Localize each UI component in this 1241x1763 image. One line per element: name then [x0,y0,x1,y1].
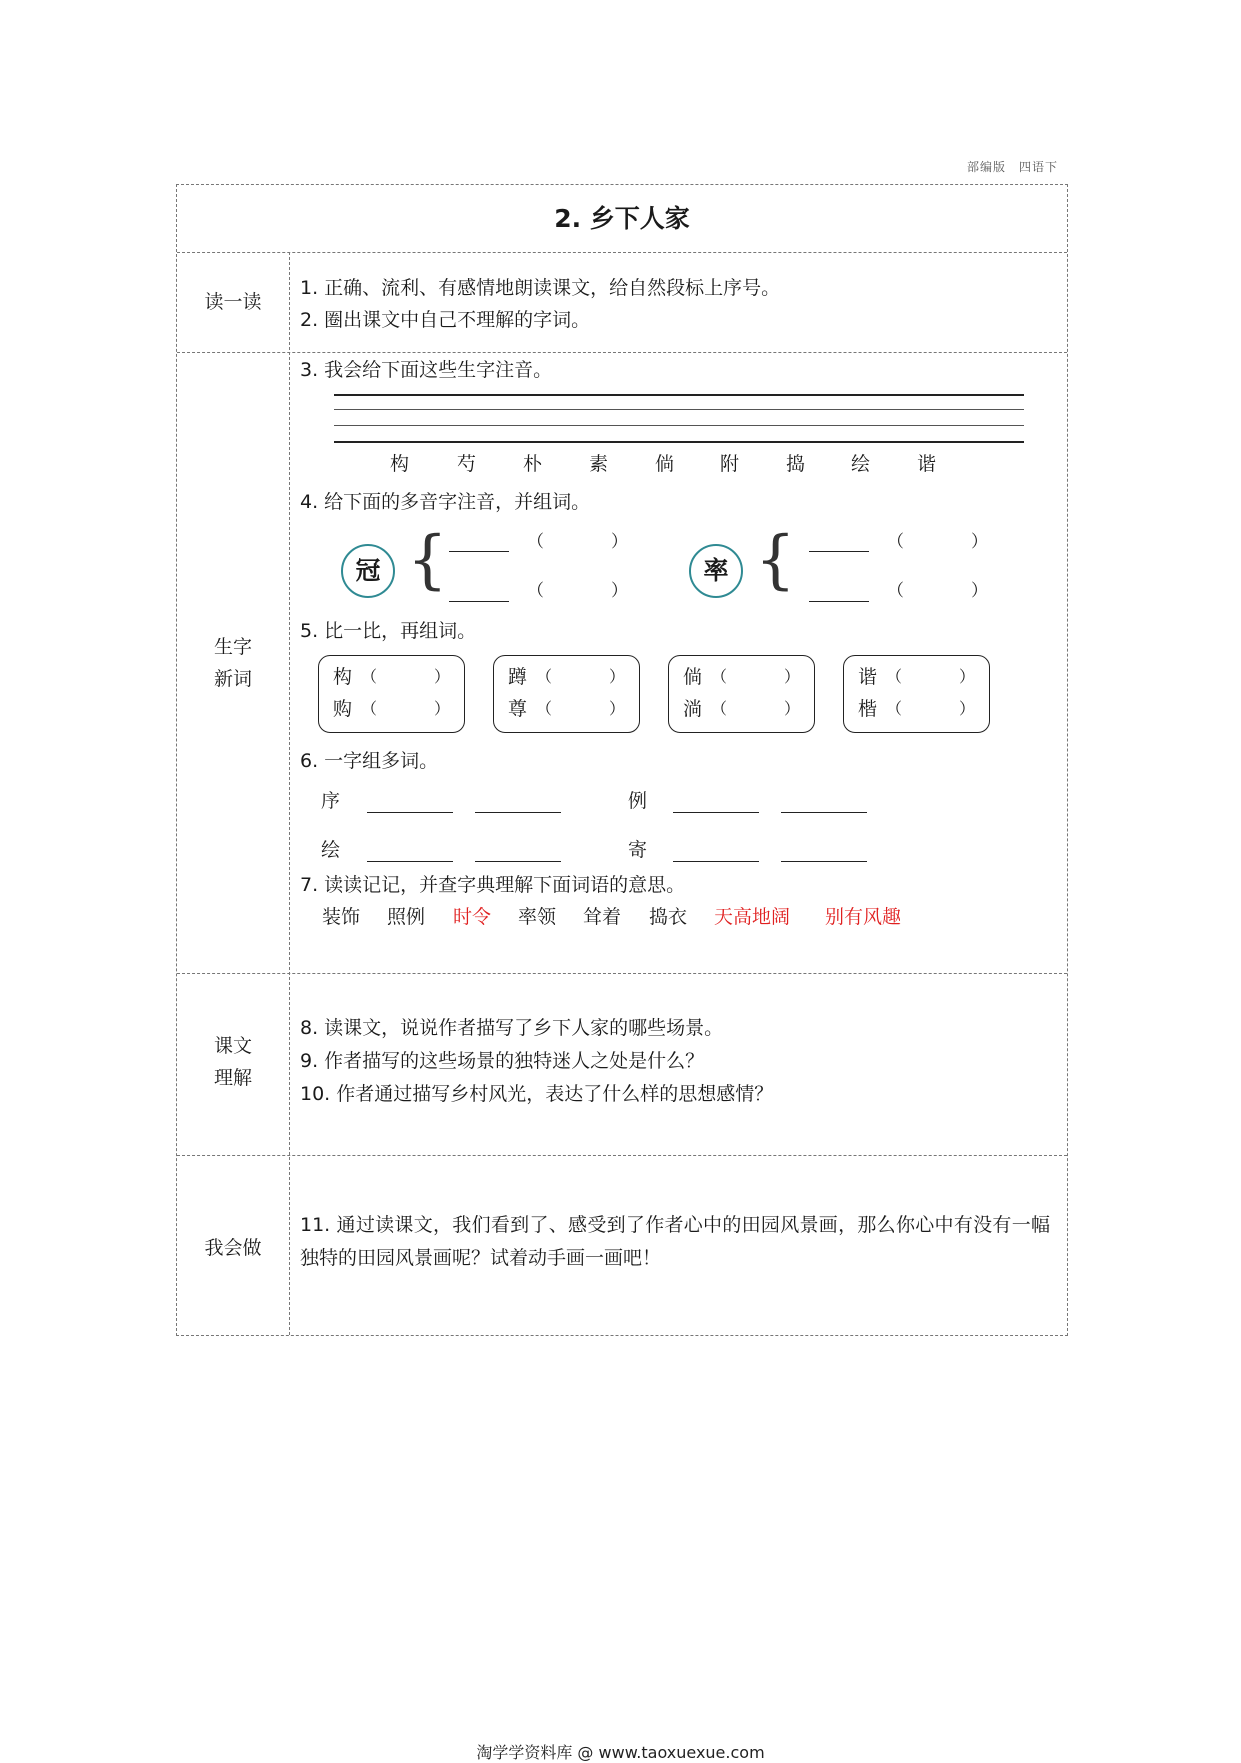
answer-blank[interactable] [673,861,759,862]
section-label-words [177,631,289,695]
vocab-word: 捣衣 [649,906,688,928]
paren-open: （ [711,667,728,686]
pinyin-rule [334,409,1024,410]
question-4: 4. 给下面的多音字注音，并组词。 [300,491,591,513]
question-2: 2. 圈出课文中自己不理解的字词。 [300,309,591,331]
compare-char: 淌 [683,698,703,720]
pinyin-char: 捣 [786,453,806,475]
word-char: 绘 [321,839,341,861]
answer-blank[interactable] [475,812,561,813]
question-10: 10. 作者通过描写乡村风光，表达了什么样的思想感情？ [300,1083,774,1105]
compare-char: 购 [333,698,353,720]
pinyin-char: 倘 [655,453,675,475]
paren-close: ） [611,532,628,552]
brace-icon: { [407,523,448,597]
paren-close: ） [433,699,450,718]
answer-blank[interactable] [475,861,561,862]
paren-open: （ [536,667,553,686]
answer-blank[interactable] [809,551,869,552]
answer-blank[interactable] [781,812,867,813]
row-divider [177,973,1067,974]
polyphone-circle: 率 [689,544,743,598]
brace-icon: { [755,523,796,597]
paren-close: ） [608,699,625,718]
pinyin-char: 素 [589,453,609,475]
answer-blank[interactable] [449,601,509,602]
answer-blank[interactable] [781,861,867,862]
paren-close: ） [971,581,988,601]
paren-close: ） [433,667,450,686]
pinyin-char: 谐 [917,453,937,475]
pinyin-char: 芍 [457,453,477,475]
compare-char: 蹲 [508,666,528,688]
question-7: 7. 读读记记，并查字典理解下面词语的意思。 [300,874,686,896]
pinyin-char: 朴 [523,453,543,475]
page-title: 2. 乡下人家 [554,204,690,233]
row-divider [177,352,1067,353]
answer-blank[interactable] [673,812,759,813]
vocab-word-highlight: 时令 [453,906,492,928]
edition-tag: 部编版 四语下 [966,160,1058,174]
section-label-do: 我会做 [204,1237,262,1259]
compare-box [843,655,990,733]
answer-blank[interactable] [809,601,869,602]
row-divider [177,1155,1067,1156]
paren-close: ） [611,581,628,601]
section-label-words-line1: 生字 [213,636,252,658]
paren-open: （ [361,667,378,686]
compare-char: 倘 [683,666,703,688]
vocab-word: 率领 [518,906,557,928]
pinyin-rule-top [334,394,1024,396]
section-label-understand-line1: 课文 [213,1035,252,1057]
compare-char: 楷 [858,698,878,720]
paren-close: ） [783,667,800,686]
pinyin-char: 附 [720,453,740,475]
paren-open: （ [886,667,903,686]
pinyin-char: 绘 [851,453,871,475]
paren-open: （ [711,699,728,718]
section-label-understand [177,1030,289,1094]
section-label-read: 读一读 [204,291,262,313]
compare-box [318,655,465,733]
compare-char: 谐 [858,666,878,688]
pinyin-char: 构 [390,453,410,475]
row-divider [177,252,1067,253]
paren-close: ） [608,667,625,686]
question-6: 6. 一字组多词。 [300,750,439,772]
paren-open: （ [536,699,553,718]
paren-open: （ [887,532,904,552]
paren-open: （ [527,581,544,601]
question-11: 11. 通过读课文，我们看到了、感受到了作者心中的田园风景画，那么你心中有没有一幅独特的田园风景画呢？试着动手画一画吧！ [300,1214,1050,1269]
paren-open: （ [887,581,904,601]
vocab-word-highlight: 天高地阔 [714,906,791,928]
worksheet-table [176,184,1068,1336]
word-char: 序 [321,790,341,812]
question-9: 9. 作者描写的这些场景的独特迷人之处是什么？ [300,1050,705,1072]
paren-close: ） [783,699,800,718]
section-label-understand-line2: 理解 [213,1067,252,1089]
question-1: 1. 正确、流利、有感情地朗读课文，给自然段标上序号。 [300,277,781,299]
paren-close: ） [958,667,975,686]
vocab-word: 装饰 [322,906,361,928]
vocab-word: 照例 [387,906,426,928]
question-3: 3. 我会给下面这些生字注音。 [300,359,553,381]
section-label-words-line2: 新词 [213,668,252,690]
answer-blank[interactable] [367,812,453,813]
paren-close: ） [971,532,988,552]
compare-box [493,655,640,733]
question-5: 5. 比一比，再组词。 [300,620,477,642]
answer-blank[interactable] [367,861,453,862]
polyphone-circle: 冠 [341,544,395,598]
pinyin-rule [334,425,1024,426]
paren-open: （ [886,699,903,718]
pinyin-rule-bottom [334,441,1024,443]
paren-open: （ [361,699,378,718]
compare-box [668,655,815,733]
question-8: 8. 读课文，说说作者描写了乡下人家的哪些场景。 [300,1017,724,1039]
compare-char: 尊 [508,698,528,720]
paren-open: （ [527,532,544,552]
footer-watermark: 淘学学资料库 @ www.taoxuexue.com [476,1743,765,1762]
column-divider [289,252,290,1335]
vocab-word-highlight: 别有风趣 [825,906,902,928]
answer-blank[interactable] [449,551,509,552]
vocab-word: 耸着 [583,906,622,928]
word-char: 寄 [628,839,648,861]
compare-char: 构 [333,666,353,688]
word-char: 例 [628,790,648,812]
paren-close: ） [958,699,975,718]
